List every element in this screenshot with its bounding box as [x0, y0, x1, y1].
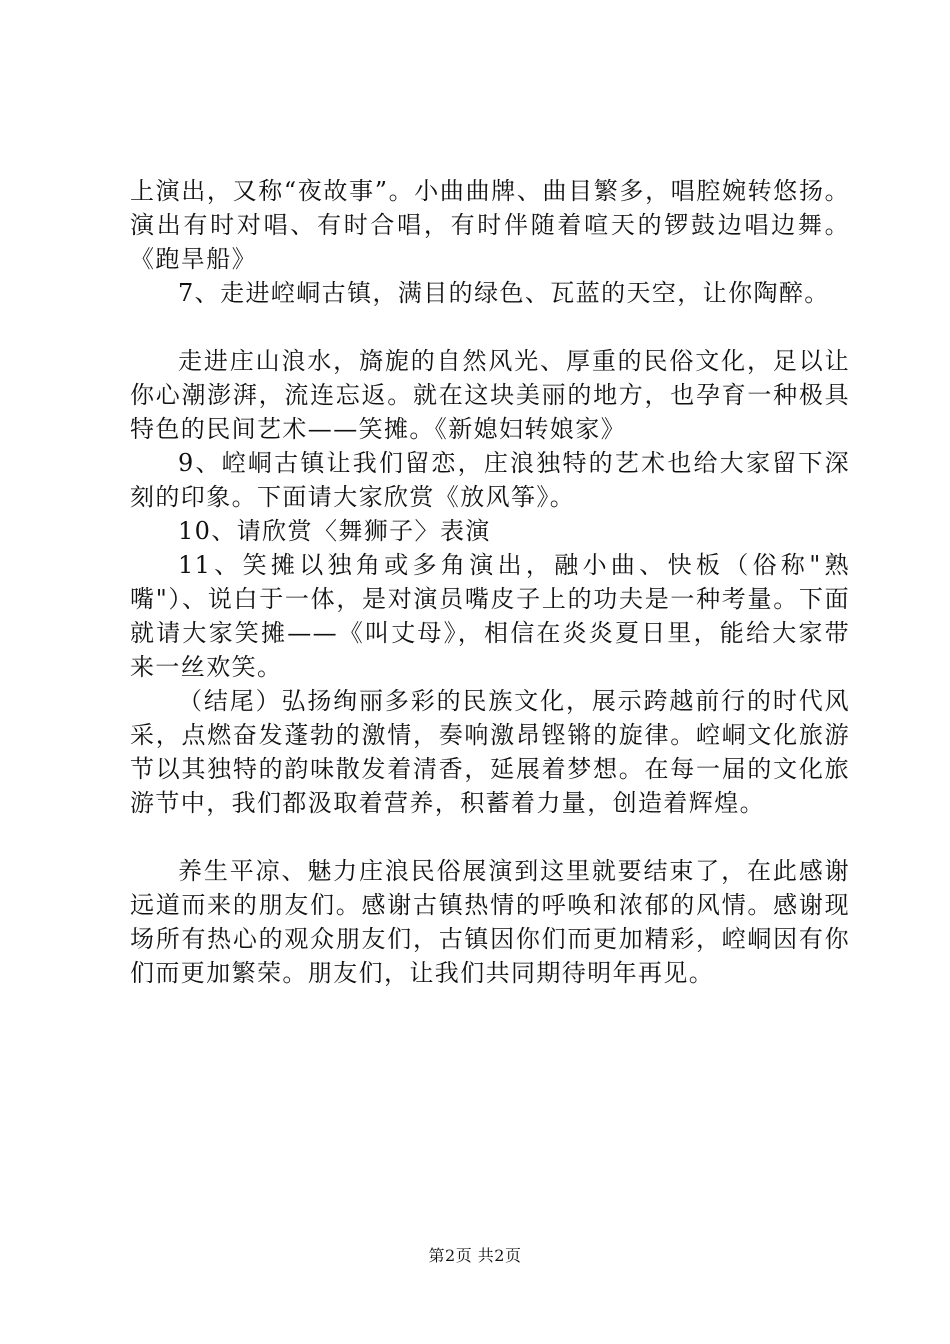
paragraph-closing: （结尾）弘扬绚丽多彩的民族文化，展示跨越前行的时代风采，点燃奋发蓬勃的激情，奏响激昂铿锵的旋律。崆峒文化旅游节以其独特的韵味散发着清香，延展着梦想。在每一届的文化旅游节中，我们都汲取着营养，积蓄着力量，创造着辉煌。	[130, 687, 850, 817]
paragraph-spacer	[130, 310, 850, 344]
paragraph-item-9: 9、崆峒古镇让我们留恋，庄浪独特的艺术也给大家留下深刻的印象。下面请大家欣赏《放风筝》。	[130, 449, 850, 511]
page-number-footer: 第2页 共2页	[428, 1246, 522, 1265]
paragraph-item-11: 11、笑摊以独角或多角演出，融小曲、快板（俗称"熟嘴"）、说白于一体，是对演员嘴皮子上的功夫是一种考量。下面就请大家笑摊——《叫丈母》，相信在炎炎夏日里，能给大家带来一丝欢笑。	[130, 551, 850, 681]
paragraph-spacer	[130, 820, 850, 854]
paragraph-item-7: 7、走进崆峒古镇，满目的绿色、瓦蓝的天空，让你陶醉。	[178, 279, 830, 307]
paragraph-item-8: 走进庄山浪水，旖旎的自然风光、厚重的民俗文化，足以让你心潮澎湃，流连忘返。就在这块美丽的地方，也孕育一种极具特色的民间艺术——笑摊。《新媳妇转娘家》	[130, 347, 850, 443]
paragraph-continued: 上演出，又称“夜故事”。小曲曲牌、曲目繁多，唱腔婉转悠扬。演出有时对唱、有时合唱，有时伴随着喧天的锣鼓边唱边舞。《跑旱船》	[130, 177, 850, 273]
document-body	[130, 174, 850, 990]
paragraph-farewell: 养生平凉、魅力庄浪民俗展演到这里就要结束了，在此感谢远道而来的朋友们。感谢古镇热情的呼唤和浓郁的风情。感谢现场所有热心的观众朋友们，古镇因你们而更加精彩，崆峒因有你们而更加繁荣。朋友们，让我们共同期待明年再见。	[130, 857, 850, 987]
paragraph-item-10: 10、请欣赏〈舞狮子〉表演	[178, 517, 491, 545]
